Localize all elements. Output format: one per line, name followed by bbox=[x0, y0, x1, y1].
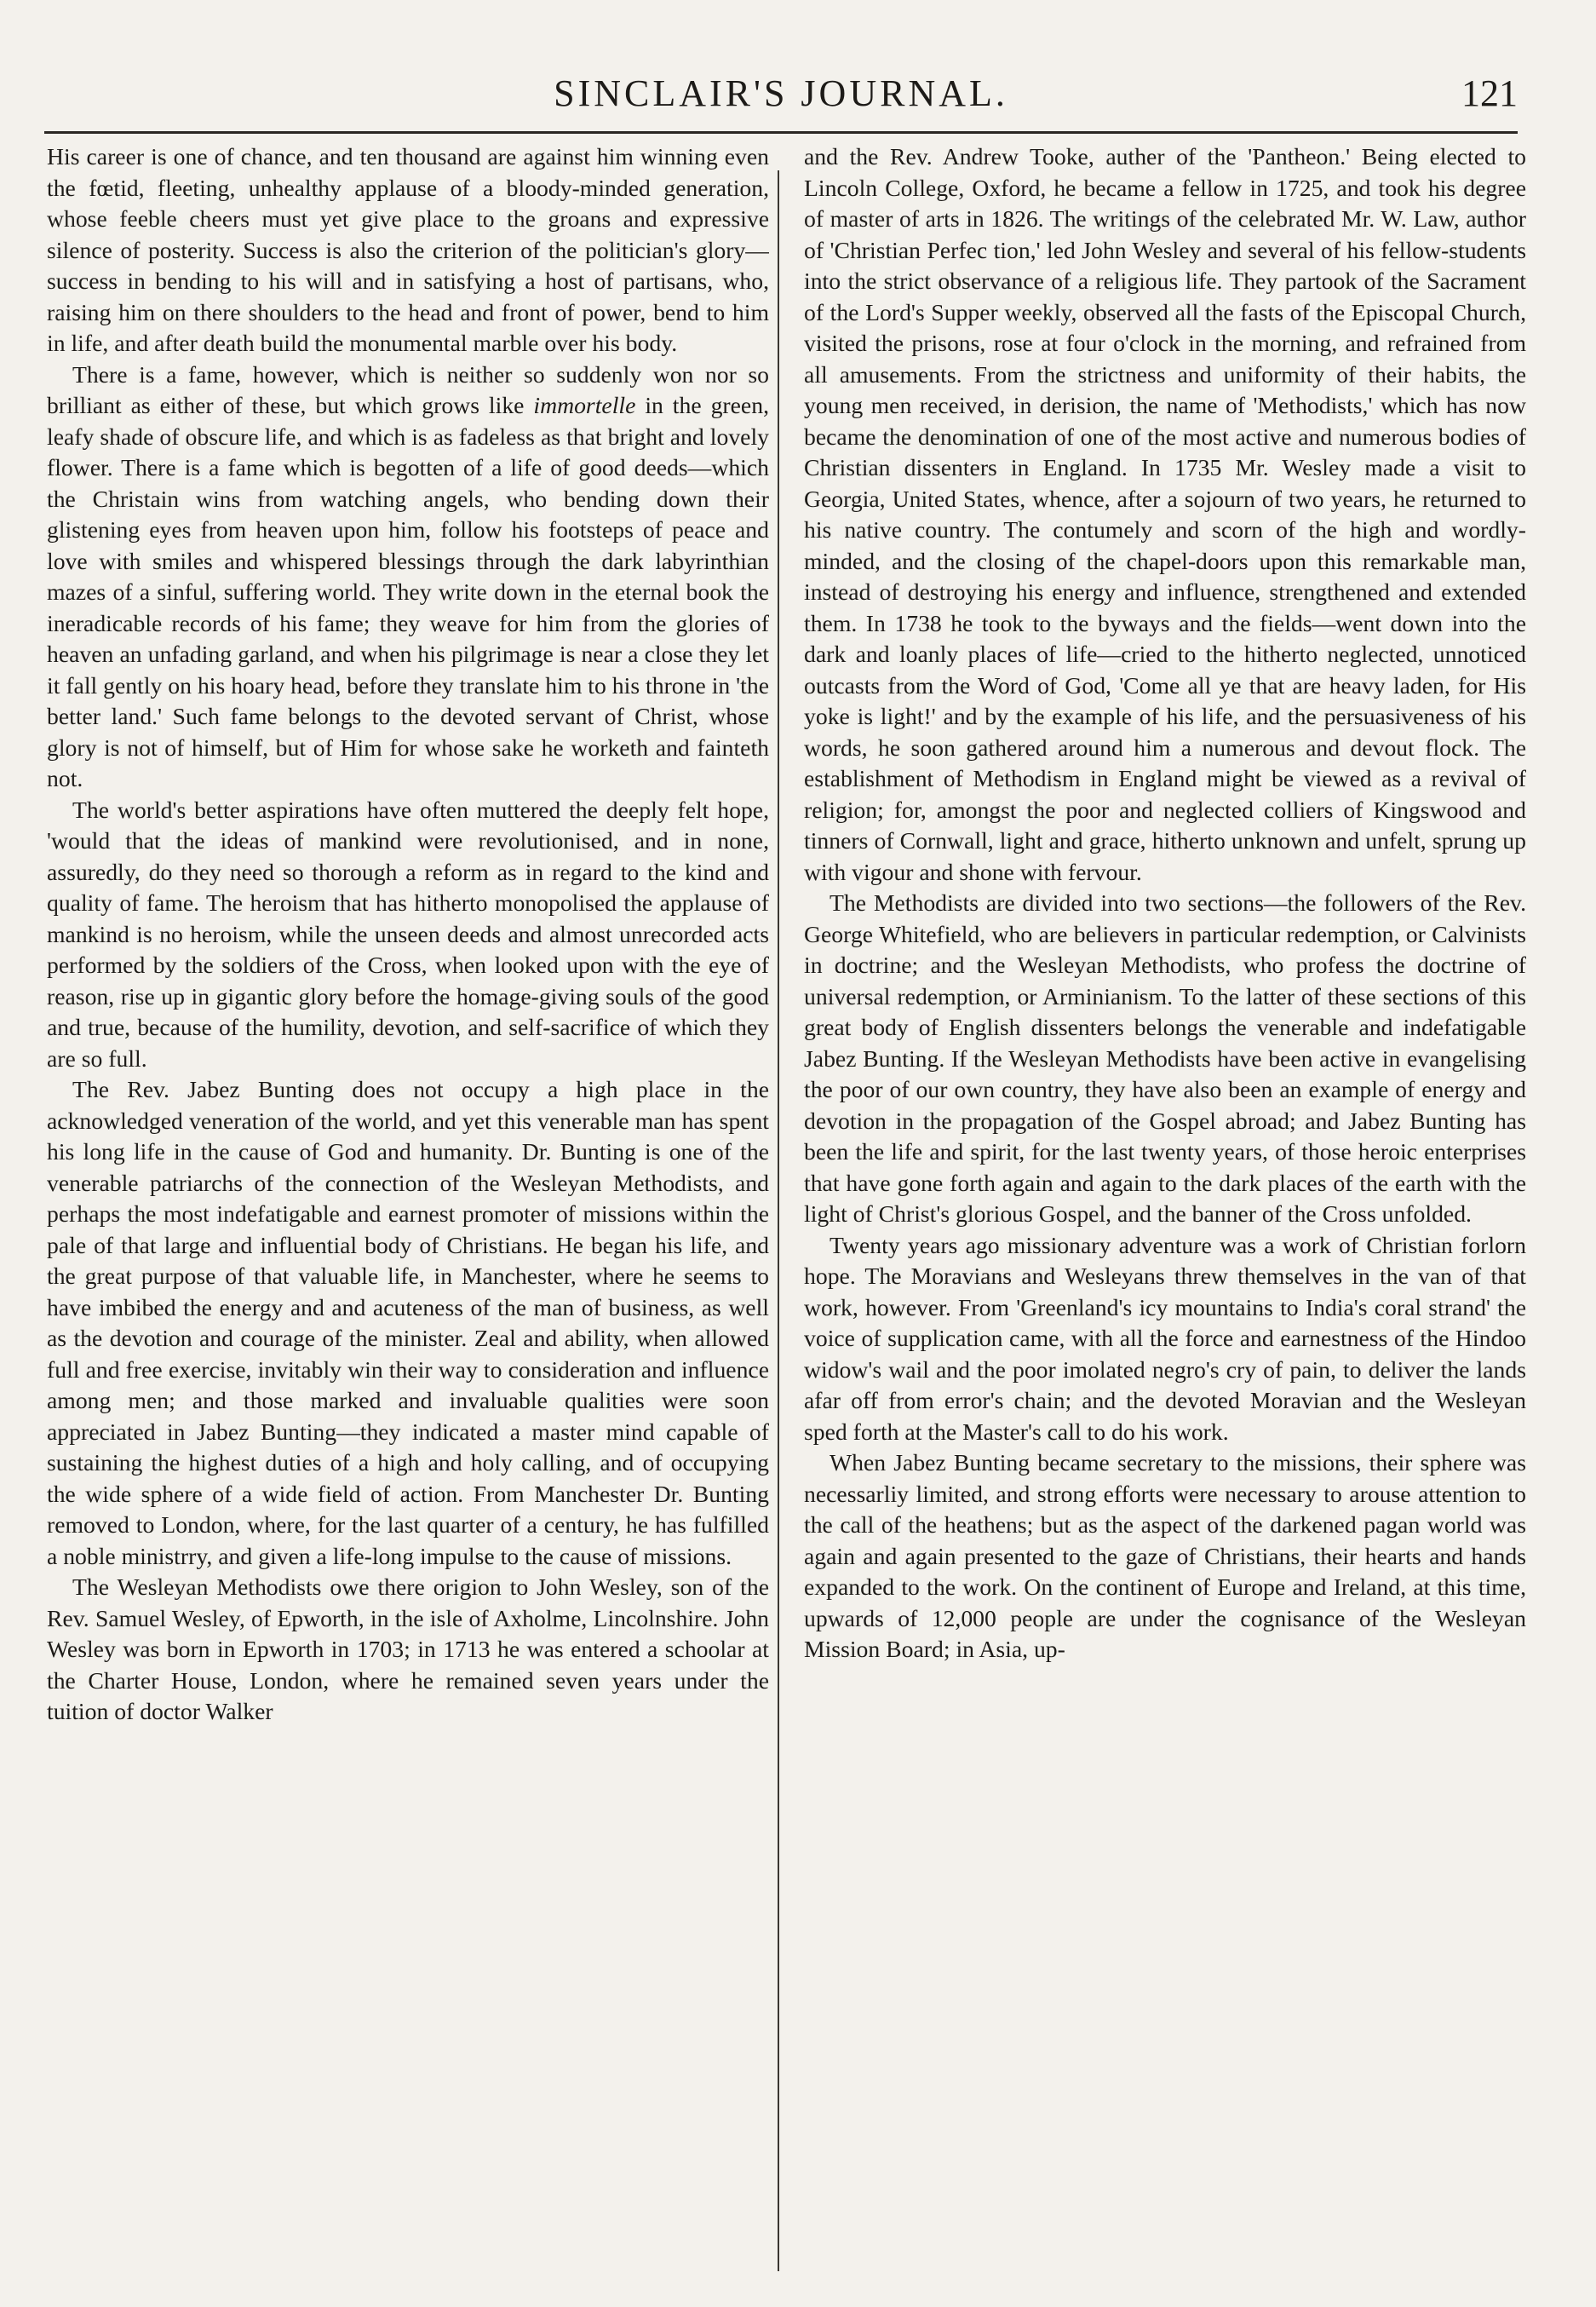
paragraph bbox=[47, 360, 769, 795]
paragraph-text: There is a fame, however, which is neither so suddenly won nor so brilliant as either of these, but which grows like bbox=[47, 360, 769, 418]
paragraph: His career is one of chance, and ten thousand are against him winning even the fœtid, fleeting, unhealthy applause of a bloody-minded generation, whose feeble cheers must yet give place to the groans and expressive silence of posterity. Success is also the criterion of the politician's glory—success in bending to his will and in satisfying a host of partisans, who, raising him on there shoulders to the head and front of power, bend to him in life, and after death build the monumental marble over his body. bbox=[47, 143, 769, 356]
left-column bbox=[47, 141, 769, 2271]
column-divider bbox=[778, 170, 779, 2271]
page-number: 121 bbox=[1461, 72, 1518, 114]
paragraph: The world's better aspirations have often muttered the deeply felt hope, 'would that the ideas of mankind were revolutionised, and in none, assuredly, do they need so thorough a reform as in regard to the kind and quality of fame. The heroism that has hitherto monopolised the applause of mankind is no heroism, while the unseen deeds and almost unrecorded acts performed by the soldiers of the Cross, when looked upon with the eye of reason, rise up in gigantic glory before the homage-giving souls of the good and true, because of the humility, devotion, and self-sacrifice of which they are so full. bbox=[47, 796, 769, 1072]
right-column bbox=[804, 141, 1526, 2271]
page-header bbox=[44, 72, 1518, 123]
paragraph: The Wesleyan Methodists owe there origion to John Wesley, son of the Rev. Samuel Wesley, of Epworth, in the isle of Axholme, Lincolnshire. John Wesley was born in Epworth in 1703; in 1713 he was entered a schoolar at the Charter House, London, where he remained seven years under the tuition of doctor Walker bbox=[47, 1573, 769, 1724]
journal-title: SINCLAIR'S JOURNAL. bbox=[554, 72, 1008, 114]
paragraph: When Jabez Bunting became secretary to the missions, their sphere was necessarliy limited, and strong efforts were necessary to arouse attention to the call of the heathens; but as the aspect of the darkened pagan world was again and again presented to the gaze of Christians, their hearts and hands expanded to the work. On the continent of Europe and Ireland, at this time, upwards of 12,000 people are under the cognisance of the Wesleyan Mission Board; in Asia, up- bbox=[804, 1449, 1526, 1662]
paragraph-text: in the green, leafy shade of obscure life, and which is as fadeless as that bright and lovely flower. There is a fame which is begotten of a life of good deeds—which the Christain wins from watching angels, who bending down their glistening eyes from heaven upon him, follow his footsteps of peace and love with smiles and whispered blessings through the dark labyrinthian mazes of a sinful, suffering world. They write down in the eternal book the ineradicable records of his fame; they weave for him from the glories of heaven an unfading garland, and when his pilgrimage is near a close they let it fall gently on his hoary head, before they translate him to his throne in 'the better land.' Such fame belongs to the devoted servant of Christ, whose glory is not of himself, but of Him for whose sake he worketh and fainteth not. bbox=[47, 392, 769, 791]
paragraph: The Rev. Jabez Bunting does not occupy a high place in the acknowledged veneration of the world, and yet this venerable man has spent his long life in the cause of God and humanity. Dr. Bunting is one of the venerable patriarchs of the connection of the Wesleyan Methodists, and perhaps the most indefatigable and earnest promoter of missions within the pale of that large and influential body of Christians. He began his life, and the great purpose of that valuable life, in Manchester, where he seems to have imbibed the energy and and acuteness of the man of business, as well as the devotion and courage of the minister. Zeal and ability, when allowed full and free exercise, invitably win their way to consideration and influence among men; and those marked and invaluable qualities were soon appreciated in Jabez Bunting—they indicated a master mind capable of sustaining the highest duties of a high and holy calling, and of occupying the wide sphere of a wide field of action. From Manchester Dr. Bunting removed to London, where, for the last quarter of a century, he has fulfilled a noble ministrry, and given a life-long impulse to the cause of missions. bbox=[47, 1076, 769, 1569]
paragraph: and the Rev. Andrew Tooke, auther of the 'Pantheon.' Being elected to Lincoln College, Oxford, he became a fellow in 1725, and took his degree of master of arts in 1826. The writings of the celebrated Mr. W. Law, author of 'Christian Perfec tion,' led John Wesley and several of his fellow-students into the strict observance of a religious life. They partook of the Sacrament of the Lord's Supper weekly, observed all the fasts of the Episcopal Church, visited the prisons, rose at four o'clock in the morning, and refrained from all amusements. From the strictness and uniformity of their habits, the young men received, in derision, the name of 'Methodists,' which has now became the denomination of one of the most active and numerous bodies of Christian dissenters in England. In 1735 Mr. Wesley made a visit to Georgia, United States, whence, after a sojourn of two years, he returned to his native country. The contumely and scorn of the high and wordly-minded, and the closing of the chapel-doors upon this remarkable man, instead of destroying his energy and influence, strengthened and extended them. In 1738 he took to the byways and the fields—went down into the dark and loanly places of life—cried to the hitherto neglected, unnoticed outcasts from the Word of God, 'Come all ye that are heavy laden, for His yoke is light!' and by the example of his life, and the persuasiveness of his words, he soon gathered around him a numerous and devout flock. The establishment of Methodism in England might be viewed as a revival of religion; for, amongst the poor and neglected colliers of Kingswood and tinners of Cornwall, light and grace, hitherto unknown and unfelt, sprung up with vigour and shone with fervour. bbox=[804, 143, 1526, 885]
italic-term: immortelle bbox=[533, 392, 636, 418]
paragraph: The Methodists are divided into two sections—the followers of the Rev. George Whitefield, who are believers in particular redemption, or Calvinists in doctrine; and the Wesleyan Methodists, who profess the doctrine of universal redemption, or Arminianism. To the latter of these sections of this great body of English dissenters belongs the venerable and indefatigable Jabez Bunting. If the Wesleyan Methodists have been active in evangelising the poor of our own country, they have also been an example of energy and devotion in the propagation of the Gospel abroad; and Jabez Bunting has been the life and spirit, for the last twenty years, of those heroic enterprises that have gone forth again and again to the dark places of the earth with the light of Christ's glorious Gospel, and the banner of the Cross unfolded. bbox=[804, 889, 1526, 1227]
paragraph: Twenty years ago missionary adventure was a work of Christian forlorn hope. The Moravians and Wesleyans threw themselves in the van of that work, however. From 'Greenland's icy mountains to India's coral strand' the voice of supplication came, with all the force and earnestness of the Hindoo widow's wail and the poor imolated negro's cry of pain, to deliver the lands afar off from error's chain; and the devoted Moravian and the Wesleyan sped forth at the Master's call to do his work. bbox=[804, 1231, 1526, 1445]
header-rule bbox=[44, 131, 1518, 134]
